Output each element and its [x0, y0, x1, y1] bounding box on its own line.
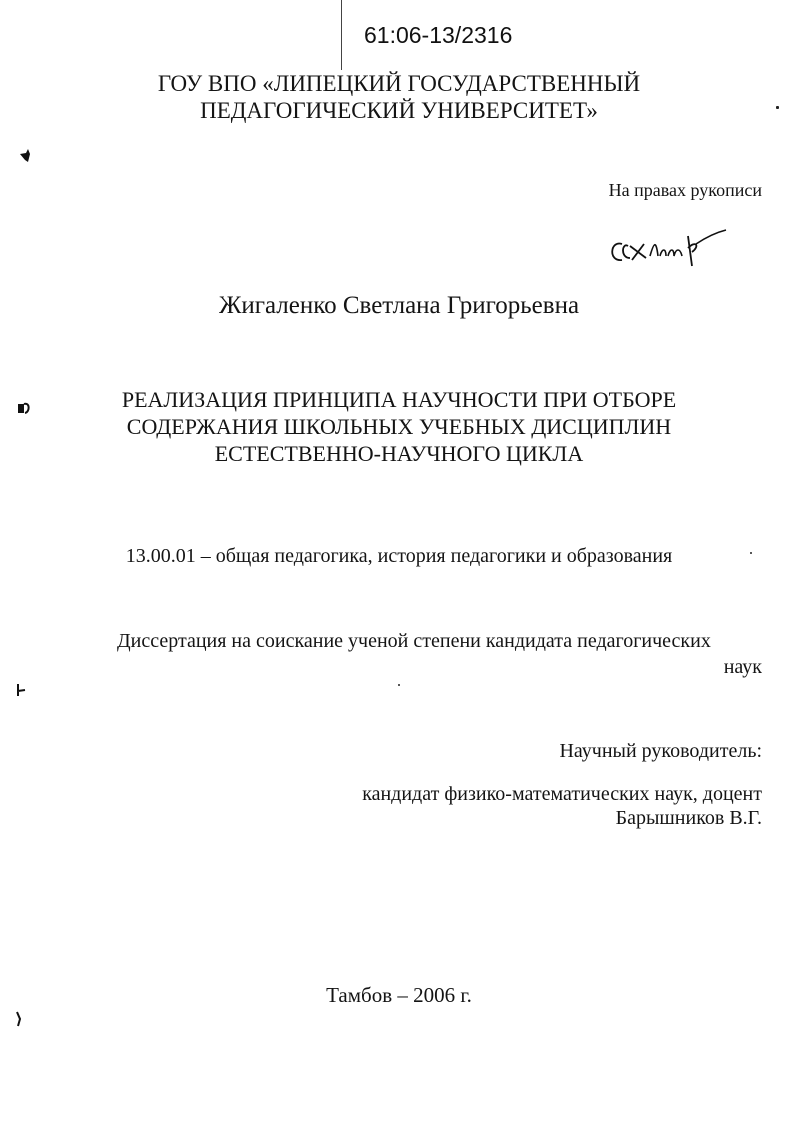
- author-name: Жигаленко Светлана Григорьевна: [218, 292, 580, 319]
- dissertation-degree: [117, 628, 762, 680]
- degree-line-1: Диссертация на соискание ученой степени кандидата педагогических: [117, 630, 711, 652]
- scan-dot: [398, 684, 400, 686]
- dissertation-title: [0, 386, 798, 467]
- scan-mark-icon: [16, 400, 32, 416]
- university-line-2: ПЕДАГОГИЧЕСКИЙ УНИВЕРСИТЕТ»: [200, 98, 598, 123]
- title-line-1: РЕАЛИЗАЦИЯ ПРИНЦИПА НАУЧНОСТИ ПРИ ОТБОРЕ: [121, 387, 677, 412]
- scan-margin-line: [341, 0, 342, 70]
- place-year: Тамбов – 2006 г.: [326, 983, 472, 1007]
- scan-mark-icon: [18, 148, 32, 164]
- scan-dot: [776, 106, 779, 109]
- signature-icon: [600, 222, 730, 272]
- university-line-1: ГОУ ВПО «ЛИПЕЦКИЙ ГОСУДАРСТВЕННЫЙ: [157, 71, 641, 96]
- advisor-label: Научный руководитель:: [559, 740, 762, 762]
- scan-dot: [750, 552, 752, 554]
- registry-code: 61:06-13/2316: [364, 22, 513, 48]
- title-line-3: ЕСТЕСТВЕННО-НАУЧНОГО ЦИКЛА: [214, 441, 584, 466]
- advisor-degree: кандидат физико-математических наук, доцент: [362, 783, 762, 805]
- university-name: [0, 70, 798, 124]
- advisor-info: [362, 782, 762, 830]
- scan-mark-icon: [14, 1010, 24, 1028]
- rights-note: На правах рукописи: [608, 180, 762, 200]
- degree-line-2: наук: [723, 656, 762, 678]
- title-line-2: СОДЕРЖАНИЯ ШКОЛЬНЫХ УЧЕБНЫХ ДИСЦИПЛИН: [126, 414, 672, 439]
- specialty-code: 13.00.01 – общая педагогика, история педагогики и образования: [125, 545, 673, 567]
- scan-mark-icon: [16, 682, 28, 698]
- advisor-name: Барышников В.Г.: [615, 807, 762, 829]
